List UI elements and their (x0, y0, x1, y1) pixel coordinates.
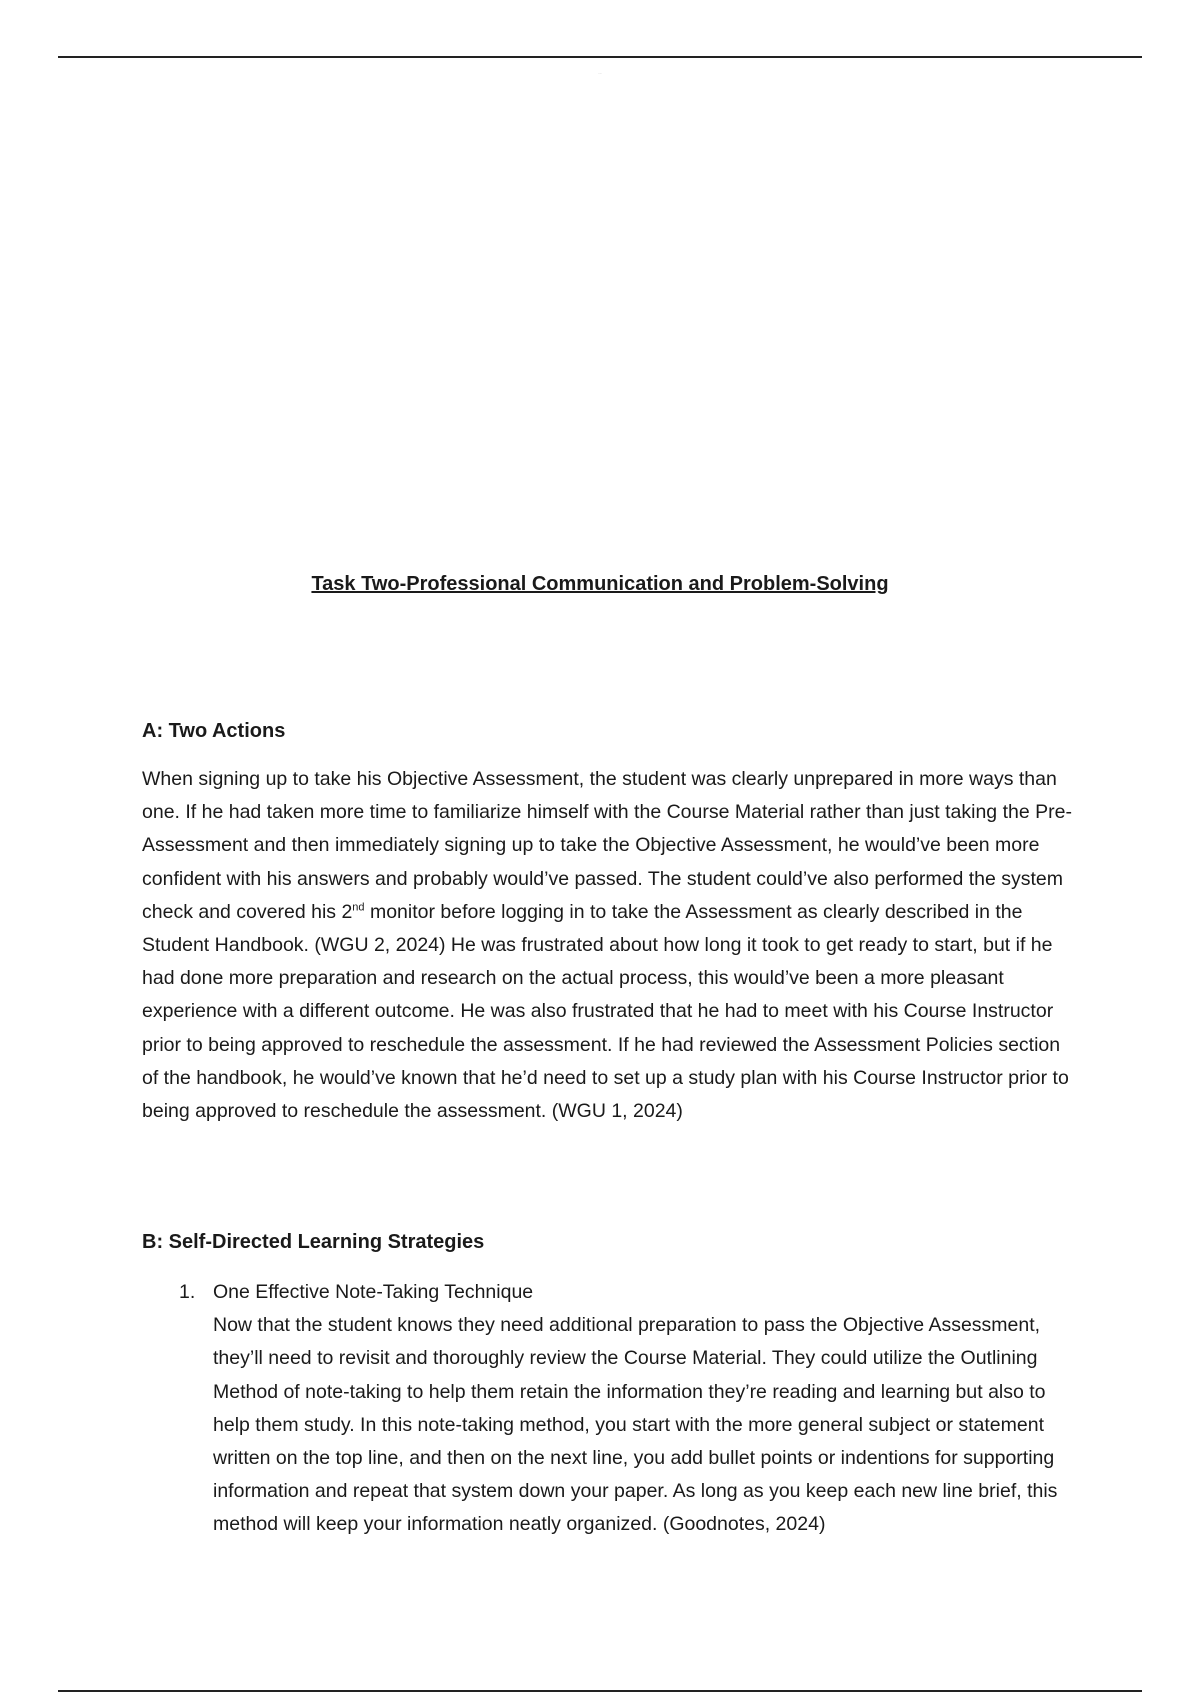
list-item-body: Now that the student knows they need additional preparation to pass the Objective Assessment, they’ll need to revisit and thoroughly review the Course Material. They could utilize the Outlining Method of note-taking to help them retain the information they’re reading and learning but also to help them study. In this note-taking method, you start with the more general subject or statement written on the top line, and then on the next line, you add bullet points or indentions for supporting information and repeat that system down your paper. As long as you keep each new line brief, this method will keep your information neatly organized. (Goodnotes, 2024) (213, 1314, 1058, 1536)
section-a-heading: A: Two Actions (142, 720, 286, 742)
list-item-title: One Effective Note-Taking Technique (213, 1281, 534, 1303)
header-mark: ... (598, 70, 602, 75)
section-a-body (142, 763, 1072, 1128)
section-a-paragraph (142, 763, 1072, 1128)
section-a-text-2: monitor before logging in to take the Assessment as clearly described in the Student Handbook. (WGU 2, 2024) He was frustrated about how long it took to get ready to start, but if he had done more preparation and research on the actual process, this would’ve been a more pleasant experience with a different outcome. He was also frustrated that he had to meet with his Course Instructor prior to being approved to reschedule the assessment. If he had reviewed the Assessment Policies section of the handbook, he would’ve known that he’d need to set up a study plan with his Course Instructor prior to being approved to reschedule the assessment. (WGU 1, 2024) (142, 900, 1069, 1123)
top-rule (58, 56, 1142, 58)
section-b-heading: B: Self-Directed Learning Strategies (142, 1231, 485, 1253)
ordinal-superscript: nd (352, 901, 365, 914)
list-item-content (213, 1276, 1072, 1542)
bottom-rule (58, 1690, 1142, 1692)
list-item (142, 1276, 1072, 1542)
list-item-number: 1. (179, 1281, 196, 1303)
document-title: Task Two-Professional Communication and Problem-Solving (311, 573, 889, 595)
strategy-list (142, 1276, 1072, 1542)
section-a-text-1: When signing up to take his Objective Assessment, the student was clearly unprepared in more ways than one. If he had taken more time to familiarize himself with the Course Material rather than just taking the Pre-Assessment and then immediately signing up to take the Objective Assessment, he would’ve been more confident with his answers and probably would’ve passed. The student could’ve also performed the system check and covered his 2 (142, 768, 1072, 923)
